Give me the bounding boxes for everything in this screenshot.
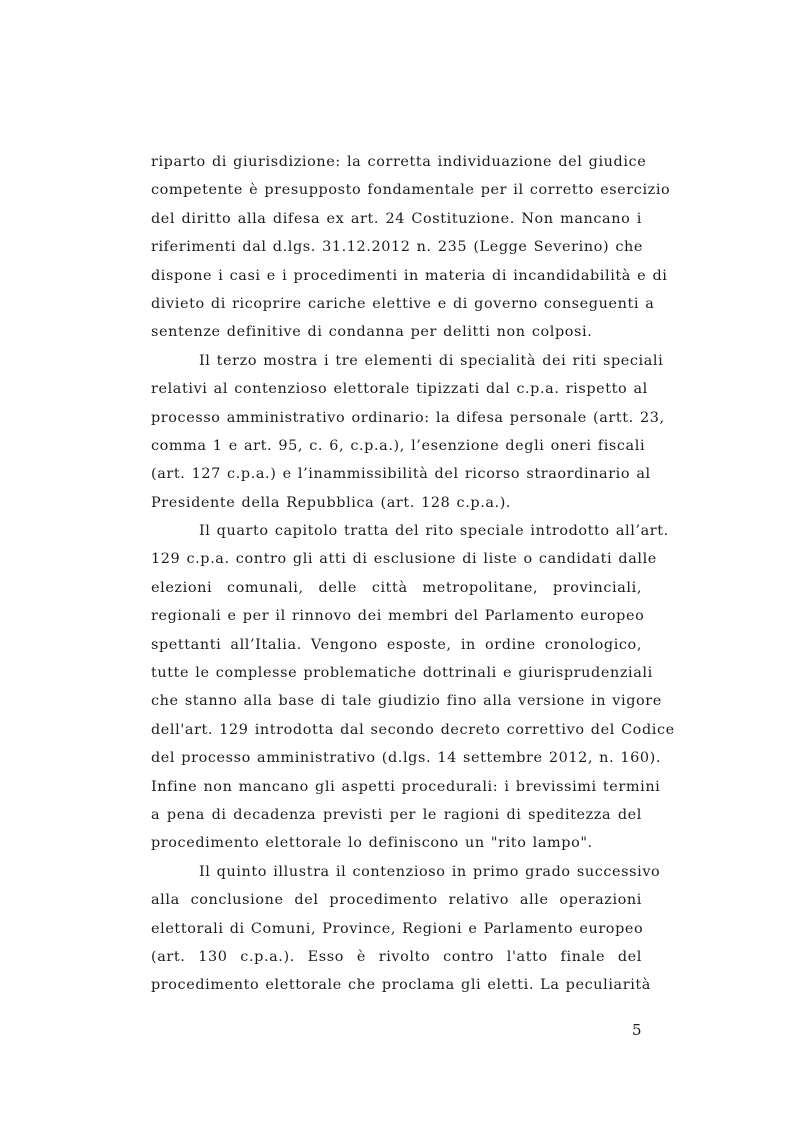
text-line: divieto di ricoprire cariche elettive e di governo conseguenti a (151, 295, 655, 312)
text-line: Il terzo mostra i tre elementi di specialità dei riti speciali (199, 352, 664, 369)
text-line: (art. 127 c.p.a.) e l’inammissibilità del ricorso straordinario al (151, 466, 651, 483)
text-line: spettanti all’Italia. Vengono esposte, in ordine cronologico, (151, 636, 642, 653)
text-line: Il quarto capitolo tratta del rito speciale introdotto all’art. (199, 523, 669, 540)
text-line: del diritto alla difesa ex art. 24 Costituzione. Non mancano i (151, 210, 642, 227)
text-line: che stanno alla base di tale giudizio fino alla versione in vigore (151, 693, 662, 710)
text-line: riferimenti dal d.lgs. 31.12.2012 n. 235 (Legge Severino) che (151, 239, 643, 256)
body-text (151, 148, 675, 1000)
text-line: Infine non mancano gli aspetti procedurali: i brevissimi termini (151, 778, 661, 795)
text-line: procedimento elettorale lo definiscono un "rito lampo". (151, 835, 593, 852)
text-line: dispone i casi e i procedimenti in materia di incandidabilità e di (151, 267, 668, 284)
text-line: a pena di decadenza previsti per le ragioni di speditezza del (151, 806, 642, 823)
text-line: regionali e per il rinnovo dei membri del Parlamento europeo (151, 608, 645, 625)
text-line: Presidente della Repubblica (art. 128 c.p.a.). (151, 494, 512, 511)
text-line: Il quinto illustra il contenzioso in primo grado successivo (199, 863, 661, 880)
text-line: riparto di giurisdizione: la corretta individuazione del giudice (151, 154, 647, 170)
text-line: 129 c.p.a. contro gli atti di esclusione di liste o candidati dalle (151, 551, 657, 568)
text-line: comma 1 e art. 95, c. 6, c.p.a.), l’esenzione degli oneri fiscali (151, 437, 646, 454)
text-line: tutte le complesse problematiche dottrinali e giurisprudenziali (151, 665, 653, 682)
text-line: processo amministrativo ordinario: la difesa personale (artt. 23, (151, 409, 665, 426)
text-line: elezioni comunali, delle città metropolitane, provinciali, (151, 579, 642, 596)
text-line: sentenze definitive di condanna per delitti non colposi. (151, 324, 593, 341)
page-number: 5 (632, 1021, 642, 1039)
text-line: (art. 130 c.p.a.). Esso è rivolto contro l'atto finale del (151, 948, 642, 965)
text-line: dell'art. 129 introdotta dal secondo decreto correttivo del Codice (151, 721, 675, 738)
text-line: relativi al contenzioso elettorale tipizzati dal c.p.a. rispetto al (151, 381, 648, 398)
text-line: del processo amministrativo (d.lgs. 14 settembre 2012, n. 160). (151, 750, 662, 767)
text-line: elettorali di Comuni, Province, Regioni e Parlamento europeo (151, 920, 644, 937)
text-line: alla conclusione del procedimento relativo alle operazioni (151, 892, 642, 909)
text-line: procedimento elettorale che proclama gli eletti. La peculiarità (151, 977, 651, 994)
text-line: competente è presupposto fondamentale per il corretto esercizio (151, 182, 671, 199)
